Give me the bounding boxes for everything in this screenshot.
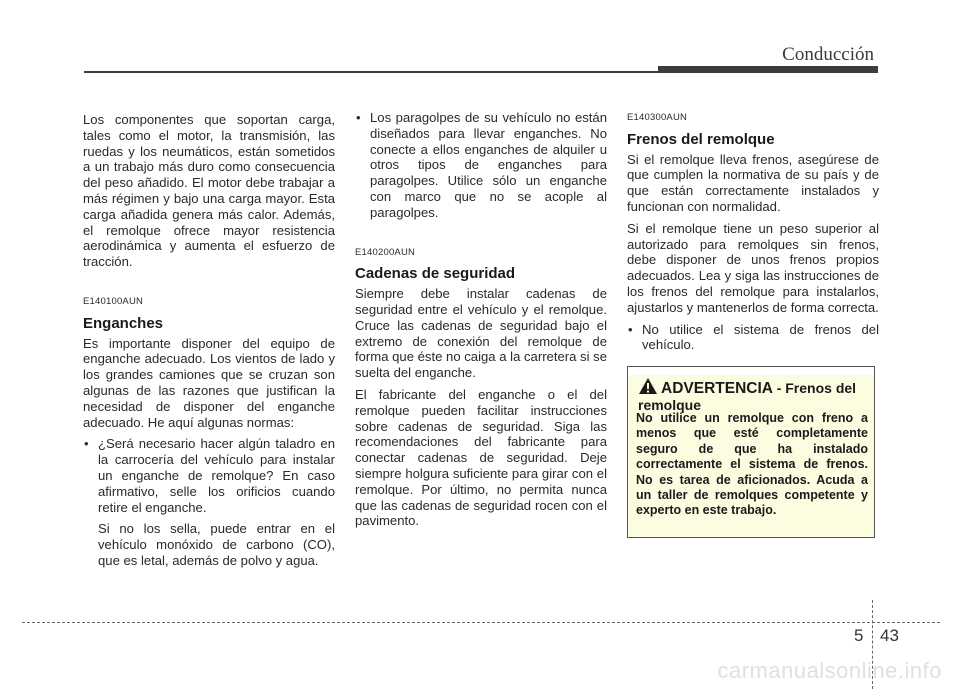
bullet-item (355, 110, 607, 221)
page-number: 43 (880, 626, 899, 645)
header-rule (84, 71, 660, 73)
column-3 (627, 110, 879, 359)
section-code: E140300AUN (627, 112, 688, 123)
footer-rule (22, 622, 940, 623)
bullet-text: Los paragolpes de su vehículo no están diseñados para llevar enganches. No conecte a ellos enganches de alquiler u otros tipos de enganches para paragolpes. Utilice sólo un enganche con marco que no se acople al paragolpes. (370, 110, 607, 220)
paragraph: Es importante disponer del equipo de enganche adecuado. Los vientos de lado y los grandes camiones que se cruzan son algunas de las razones que justifican la necesidad de disponer del enganche adecuado. He aquí algunas normas: (83, 335, 335, 430)
paragraph: Si el remolque lleva frenos, asegúrese de que cumplen la normativa de su país y de que están correctamente instalados y funcionan con normalidad. (627, 151, 879, 214)
warning-subtitle: - Frenos del remolque (638, 380, 857, 413)
section-code: E140100AUN (83, 295, 144, 307)
paragraph: Siempre debe instalar cadenas de seguridad entre el vehículo y el remolque. Cruce las cadenas de seguridad bajo el extremo de conexión del remolque de forma que éste no caiga a la carretera si se suelta del enganche. (355, 286, 607, 381)
warning-box-top-band (628, 367, 874, 375)
warning-heading (638, 377, 870, 414)
bullet-continuation: Si no los sella, puede entrar en el vehículo monóxido de carbono (CO), que es letal, además de polvo y agua. (98, 521, 335, 568)
paragraph: Si el remolque tiene un peso superior al autorizado para remolques sin frenos, debe disponer de unos frenos propios adecuados. Lea y siga las instrucciones de los frenos del remolque para instalarlos, ajustarlos y mantenerlos de forma correcta. (627, 220, 879, 315)
warning-triangle-icon (638, 377, 658, 395)
bullet-text: ¿Será necesario hacer algún taladro en la carrocería del vehículo para instalar un enganche de remolque? En caso afirmativo, selle los orificios cuando retire el enganche. (98, 436, 335, 515)
bullet-marker: • (628, 321, 633, 337)
warning-box (627, 366, 875, 538)
column-1 (83, 112, 335, 575)
header-rule-accent (658, 66, 878, 73)
column-2 (355, 110, 607, 535)
bullet-item (83, 436, 335, 515)
chapter-number: 5 (854, 626, 864, 645)
bullet-text: No utilice el sistema de frenos del vehículo. (642, 321, 879, 353)
bullet-item (627, 322, 879, 354)
intro-paragraph: Los componentes que soportan carga, tales como el motor, la transmisión, las ruedas y los neumáticos, están sometidos a un trabajo más duro como consecuencia del peso añadido. El motor debe trabajar a más régimen y bajo una carga mayor. Esta carga añadida genera más calor. Además, el remolque ofrece mayor resistencia aerodinámica y aumenta el esfuerzo de tracción. (83, 112, 335, 270)
watermark: carmanualsonline.info (717, 658, 942, 683)
warning-label: ADVERTENCIA (661, 380, 773, 397)
paragraph: El fabricante del enganche o el del remolque pueden facilitar instrucciones sobre cadenas de seguridad. Siga las recomendaciones del fabricante para conectar cadenas de seguridad. Deje siempre holgura suficiente para girar con el remolque. Por último, no permita nunca que las cadenas de seguridad rocen con el pavimento. (355, 386, 607, 529)
section-heading: Enganches (83, 314, 164, 332)
warning-body: No utilice un remolque con freno a menos que esté completamente seguro de que ha instalado correctamente el sistema de frenos. No es tarea de aficionados. Acuda a un taller de remolques competente y experto en este trabajo. (636, 411, 868, 518)
section-heading: Cadenas de seguridad (355, 265, 516, 283)
bullet-marker: • (356, 110, 361, 125)
chapter-title: Conducción (782, 44, 874, 65)
bullet-marker: • (84, 436, 89, 452)
section-heading: Frenos del remolque (627, 130, 775, 148)
section-code: E140200AUN (355, 246, 416, 258)
